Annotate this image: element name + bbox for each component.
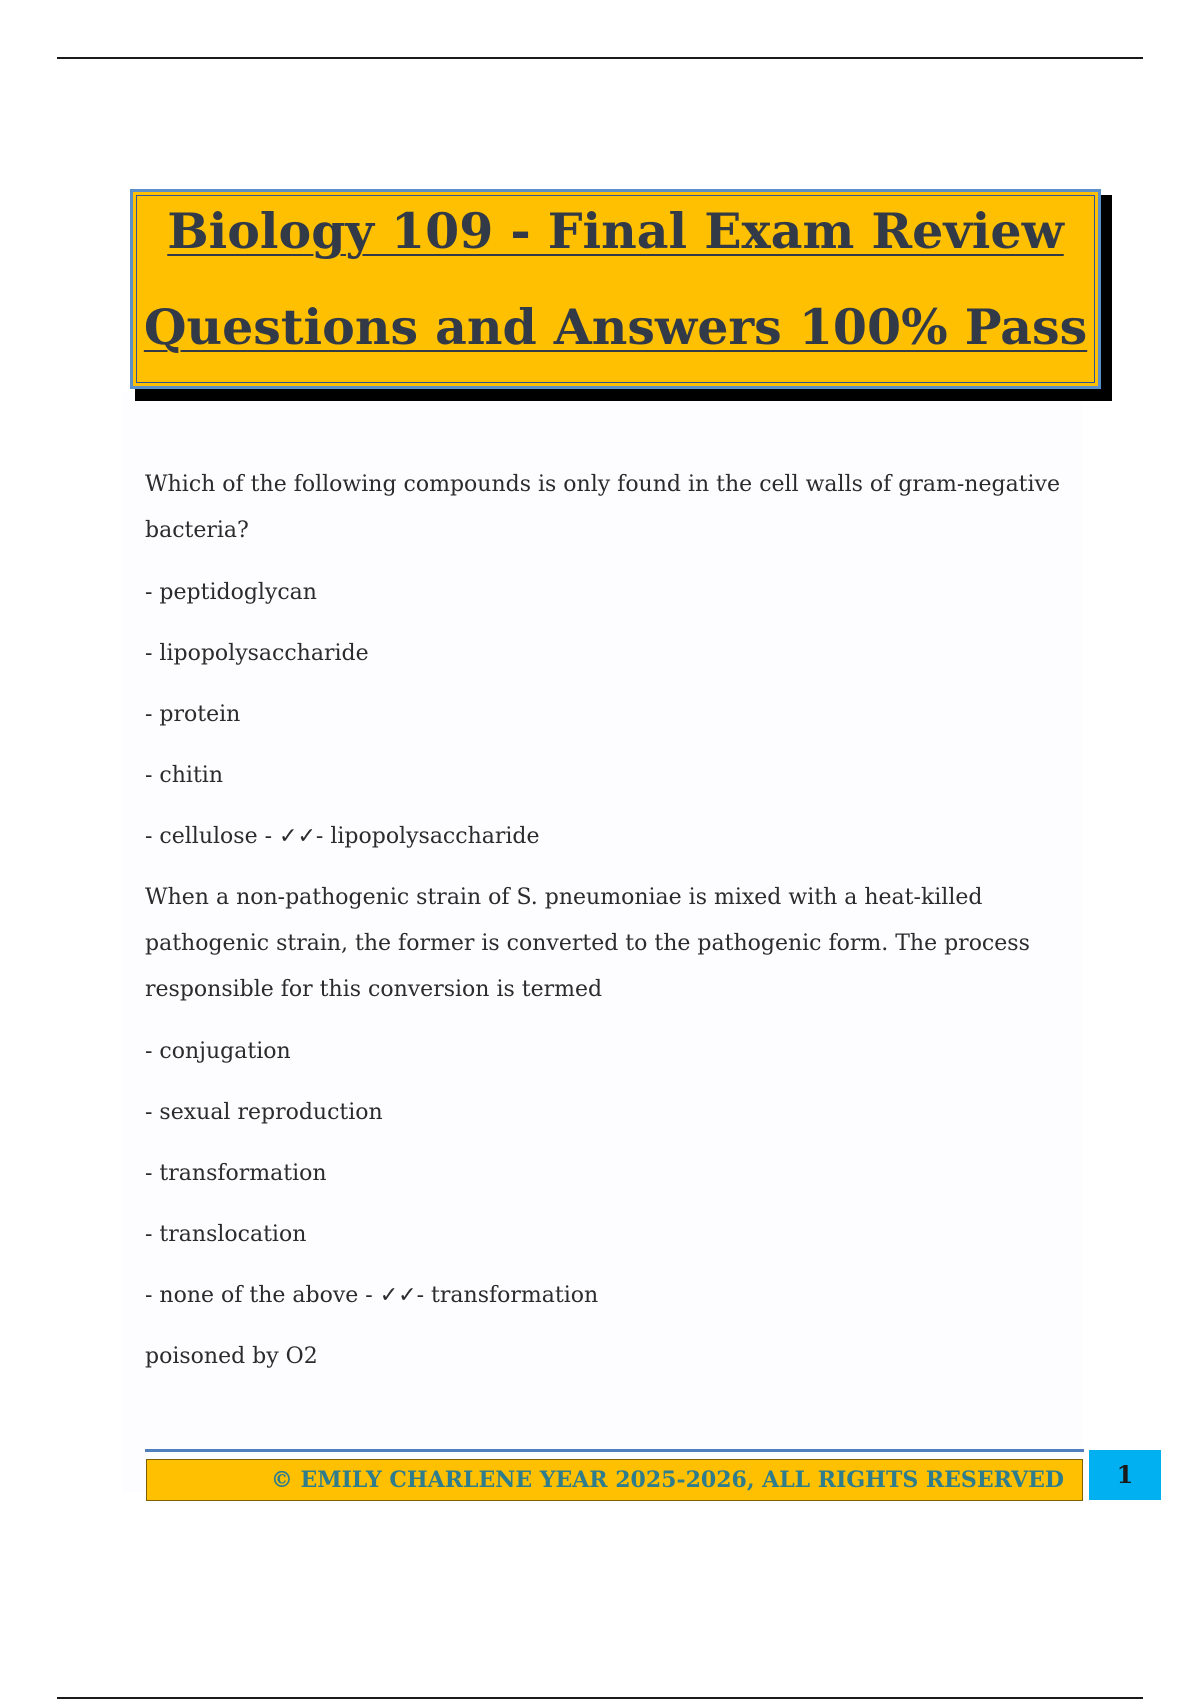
top-rule [57, 57, 1143, 59]
answer-option: - protein [145, 702, 241, 727]
page-number: 1 [1089, 1450, 1161, 1500]
title-line-2: Questions and Answers 100% Pass [143, 298, 1088, 356]
check-mark-icon: ✓✓ [379, 1283, 417, 1308]
correct-answer: - transformation [416, 1283, 599, 1308]
answer-option-text: - none of the above - [145, 1283, 380, 1308]
footer-rule [145, 1449, 1084, 1452]
correct-answer: - lipopolysaccharide [315, 824, 540, 849]
answer-option: - translocation [145, 1222, 307, 1247]
question-stem: Which of the following compounds is only found in the cell walls of gram-negative bacteria? [145, 472, 1061, 543]
document-body [145, 462, 1090, 1396]
answer-option-with-answer [145, 814, 1090, 860]
check-mark-icon: ✓✓ [279, 824, 316, 849]
title-box [130, 189, 1101, 389]
answer-option: - transformation [145, 1161, 327, 1186]
bottom-rule [57, 1697, 1143, 1699]
title-line-1: Biology 109 - Final Exam Review [167, 202, 1064, 260]
footer-copyright: © EMILY CHARLENE YEAR 2025-2026, ALL RIGHTS RESERVED [146, 1459, 1083, 1501]
answer-option: - sexual reproduction [145, 1100, 383, 1125]
question-block [145, 462, 1090, 860]
answer-option: - lipopolysaccharide [145, 641, 369, 666]
answer-option-text: - cellulose - [145, 824, 280, 849]
question-stem: When a non-pathogenic strain of S. pneumoniae is mixed with a heat-killed pathogenic strain, the former is converted to the pathogenic form. The process responsible for this conversion is termed [145, 885, 1030, 1002]
trailing-question-text: poisoned by O2 [145, 1344, 318, 1369]
question-block [145, 875, 1090, 1319]
answer-option: - peptidoglycan [145, 580, 317, 605]
answer-option: - chitin [145, 763, 223, 788]
answer-option-with-answer [145, 1273, 1090, 1319]
answer-option: - conjugation [145, 1039, 291, 1064]
